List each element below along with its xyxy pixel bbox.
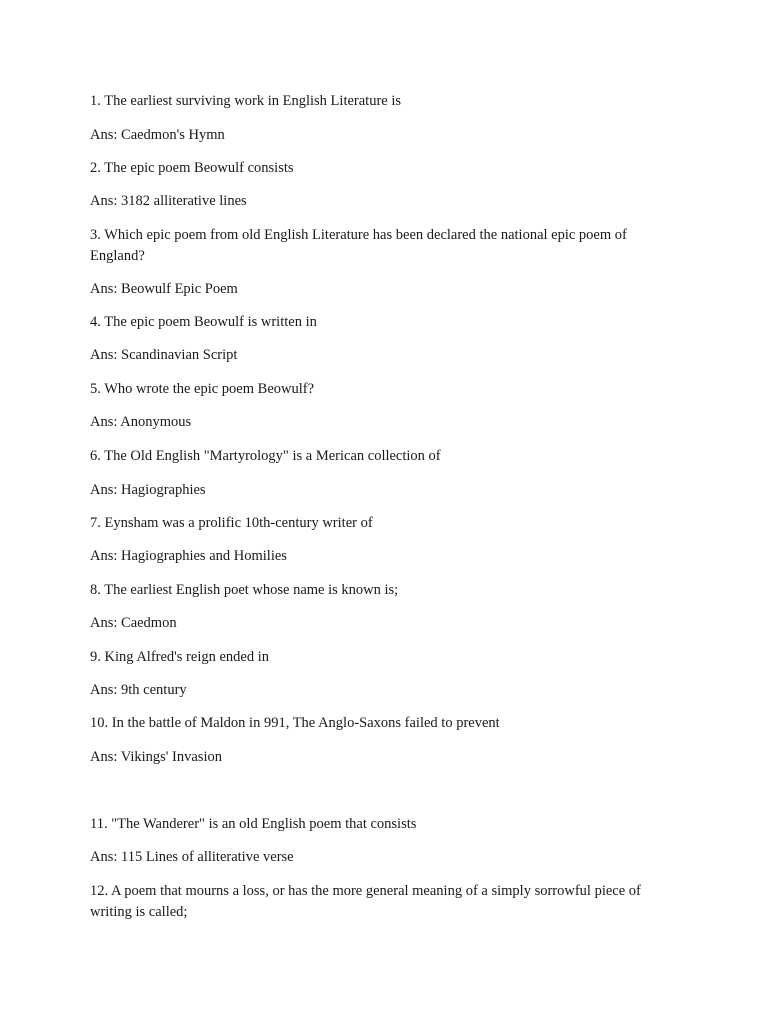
question-3: 3. Which epic poem from old English Literature has been declared the national epic poem of England? [90, 227, 627, 264]
question-7: 7. Eynsham was a prolific 10th-century writer of [90, 515, 373, 531]
question-12: 12. A poem that mourns a loss, or has the more general meaning of a simply sorrowful piece of writing is called; [90, 883, 641, 920]
question-10: 10. In the battle of Maldon in 991, The Anglo-Saxons failed to prevent [90, 715, 500, 731]
question-9: 9. King Alfred's reign ended in [90, 649, 269, 665]
question-5: 5. Who wrote the epic poem Beowulf? [90, 381, 315, 397]
question-2: 2. The epic poem Beowulf consists [90, 160, 294, 176]
question-1: 1. The earliest surviving work in English Literature is [90, 93, 402, 109]
answer-11: Ans: 115 Lines of alliterative verse [90, 849, 294, 865]
answer-8: Ans: Caedmon [90, 615, 177, 631]
answer-9: Ans: 9th century [90, 682, 187, 698]
answer-6: Ans: Hagiographies [90, 482, 206, 498]
answer-2: Ans: 3182 alliterative lines [90, 193, 247, 209]
answer-7: Ans: Hagiographies and Homilies [90, 548, 287, 564]
question-6: 6. The Old English "Martyrology" is a Merican collection of [90, 448, 441, 464]
answer-5: Ans: Anonymous [90, 414, 192, 430]
question-11: 11. "The Wanderer" is an old English poem that consists [90, 816, 417, 832]
answer-4: Ans: Scandinavian Script [90, 347, 238, 363]
answer-3: Ans: Beowulf Epic Poem [90, 281, 238, 297]
answer-10: Ans: Vikings' Invasion [90, 749, 222, 765]
answer-1: Ans: Caedmon's Hymn [90, 127, 225, 143]
question-4: 4. The epic poem Beowulf is written in [90, 314, 317, 330]
question-8: 8. The earliest English poet whose name is known is; [90, 582, 399, 598]
